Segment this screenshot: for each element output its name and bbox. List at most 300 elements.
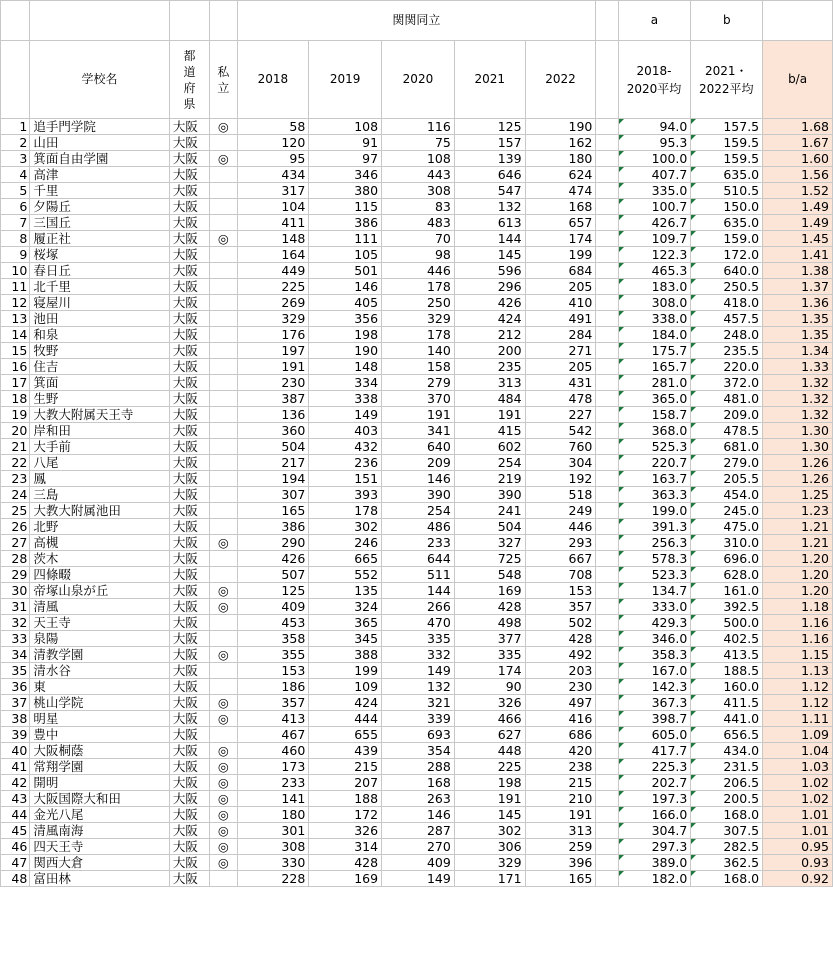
spacer-cell[interactable] [596,791,618,807]
year-2021-cell[interactable]: 448 [454,743,525,759]
ratio-cell[interactable]: 1.68 [763,119,833,135]
avg-a-cell[interactable]: 197.3 [618,791,691,807]
prefecture-cell[interactable]: 大阪 [169,647,209,663]
private-mark-cell[interactable] [210,295,237,311]
avg-b-cell[interactable]: 159.5 [691,151,763,167]
spacer-cell[interactable] [596,759,618,775]
year-2018-cell[interactable]: 186 [237,679,309,695]
private-mark-cell[interactable] [210,551,237,567]
year-2022-cell[interactable]: 304 [525,455,596,471]
ratio-cell[interactable]: 1.26 [763,455,833,471]
year-2020-cell[interactable]: 75 [382,135,455,151]
year-2018-cell[interactable]: 180 [237,807,309,823]
private-mark-cell[interactable] [210,391,237,407]
year-2022-cell[interactable]: 293 [525,535,596,551]
avg-a-cell[interactable]: 122.3 [618,247,691,263]
year-2019-cell[interactable]: 345 [309,631,382,647]
year-2019-cell[interactable]: 393 [309,487,382,503]
avg-a-cell[interactable]: 363.3 [618,487,691,503]
year-2021-cell[interactable]: 125 [454,119,525,135]
school-name-cell[interactable]: 寝屋川 [30,295,170,311]
year-2022-cell[interactable]: 478 [525,391,596,407]
spacer-cell[interactable] [596,215,618,231]
ratio-cell[interactable]: 1.20 [763,583,833,599]
avg-a-cell[interactable]: 465.3 [618,263,691,279]
school-name-cell[interactable]: 桜塚 [30,247,170,263]
prefecture-cell[interactable]: 大阪 [169,727,209,743]
year-2020-cell[interactable]: 390 [382,487,455,503]
avg-a-cell[interactable]: 304.7 [618,823,691,839]
school-name-cell[interactable]: 開明 [30,775,170,791]
year-2020-cell[interactable]: 370 [382,391,455,407]
year-2018-cell[interactable]: 176 [237,327,309,343]
year-2018-cell[interactable]: 467 [237,727,309,743]
year-2022-cell[interactable]: 684 [525,263,596,279]
private-mark-cell[interactable]: ◎ [210,823,237,839]
year-2022-cell[interactable]: 491 [525,311,596,327]
year-2021-cell[interactable]: 235 [454,359,525,375]
spacer-cell[interactable] [596,167,618,183]
year-2019-cell[interactable]: 169 [309,871,382,887]
avg-b-cell[interactable]: 454.0 [691,487,763,503]
year-2021-cell[interactable]: 426 [454,295,525,311]
year-2020-cell[interactable]: 470 [382,615,455,631]
avg-a-cell[interactable]: 220.7 [618,455,691,471]
year-2020-cell[interactable]: 443 [382,167,455,183]
spacer-cell[interactable] [596,135,618,151]
school-name-cell[interactable]: 四條畷 [30,567,170,583]
year-2020-cell[interactable]: 254 [382,503,455,519]
year-2019-cell[interactable]: 432 [309,439,382,455]
private-mark-cell[interactable]: ◎ [210,743,237,759]
spacer-cell[interactable] [596,279,618,295]
ratio-cell[interactable]: 1.45 [763,231,833,247]
row-number-cell[interactable]: 33 [1,631,30,647]
avg-b-cell[interactable]: 205.5 [691,471,763,487]
ratio-cell[interactable]: 1.16 [763,631,833,647]
prefecture-cell[interactable]: 大阪 [169,807,209,823]
spacer-cell[interactable] [596,807,618,823]
ratio-cell[interactable]: 1.35 [763,327,833,343]
row-number-cell[interactable]: 14 [1,327,30,343]
private-mark-cell[interactable]: ◎ [210,151,237,167]
ratio-cell[interactable]: 1.30 [763,423,833,439]
row-number-cell[interactable]: 4 [1,167,30,183]
private-mark-cell[interactable] [210,439,237,455]
avg-a-cell[interactable]: 429.3 [618,615,691,631]
private-mark-cell[interactable] [210,199,237,215]
year-2019-cell[interactable]: 346 [309,167,382,183]
year-2018-cell[interactable]: 165 [237,503,309,519]
year-2019-cell[interactable]: 111 [309,231,382,247]
year-2019-cell[interactable]: 149 [309,407,382,423]
year-2019-cell[interactable]: 388 [309,647,382,663]
year-2020-cell[interactable]: 409 [382,855,455,871]
year-2018-cell[interactable]: 217 [237,455,309,471]
avg-b-cell[interactable]: 245.0 [691,503,763,519]
prefecture-cell[interactable]: 大阪 [169,215,209,231]
avg-a-cell[interactable]: 391.3 [618,519,691,535]
year-2022-cell[interactable]: 227 [525,407,596,423]
school-name-cell[interactable]: 千里 [30,183,170,199]
year-2018-cell[interactable]: 173 [237,759,309,775]
private-mark-cell[interactable]: ◎ [210,711,237,727]
year-2020-cell[interactable]: 279 [382,375,455,391]
year-2020-cell[interactable]: 335 [382,631,455,647]
year-2019-cell[interactable]: 198 [309,327,382,343]
row-number-cell[interactable]: 7 [1,215,30,231]
year-2019-cell[interactable]: 380 [309,183,382,199]
prefecture-cell[interactable]: 大阪 [169,775,209,791]
year-2021-cell[interactable]: 646 [454,167,525,183]
year-2019-cell[interactable]: 439 [309,743,382,759]
avg-a-cell[interactable]: 183.0 [618,279,691,295]
year-2018-cell[interactable]: 136 [237,407,309,423]
header-blank-cell[interactable] [1,41,30,119]
year-2018-cell[interactable]: 355 [237,647,309,663]
year-2019-cell[interactable]: 386 [309,215,382,231]
ratio-cell[interactable]: 1.37 [763,279,833,295]
school-name-cell[interactable]: 住吉 [30,359,170,375]
prefecture-cell[interactable]: 大阪 [169,743,209,759]
year-2020-cell[interactable]: 287 [382,823,455,839]
school-name-cell[interactable]: 岸和田 [30,423,170,439]
header-blank-cell[interactable] [169,1,209,41]
prefecture-cell[interactable]: 大阪 [169,519,209,535]
year-2020-cell[interactable]: 83 [382,199,455,215]
year-2018-cell[interactable]: 504 [237,439,309,455]
row-number-cell[interactable]: 24 [1,487,30,503]
avg-a-cell[interactable]: 308.0 [618,295,691,311]
school-name-cell[interactable]: 大阪国際大和田 [30,791,170,807]
year-2019-cell[interactable]: 105 [309,247,382,263]
year-2022-cell[interactable]: 203 [525,663,596,679]
prefecture-cell[interactable]: 大阪 [169,151,209,167]
year-2022-cell[interactable]: 199 [525,247,596,263]
prefecture-cell[interactable]: 大阪 [169,871,209,887]
row-number-cell[interactable]: 36 [1,679,30,695]
year-2021-cell[interactable]: 191 [454,791,525,807]
avg-b-cell[interactable]: 441.0 [691,711,763,727]
spacer-cell[interactable] [596,199,618,215]
school-name-cell[interactable]: 富田林 [30,871,170,887]
year-2019-cell[interactable]: 178 [309,503,382,519]
year-2020-cell[interactable]: 341 [382,423,455,439]
school-name-cell[interactable]: 夕陽丘 [30,199,170,215]
private-mark-cell[interactable] [210,519,237,535]
avg-a-cell[interactable]: 165.7 [618,359,691,375]
avg-b-cell[interactable]: 434.0 [691,743,763,759]
row-number-cell[interactable]: 16 [1,359,30,375]
year-2022-cell[interactable]: 446 [525,519,596,535]
ratio-cell[interactable]: 1.20 [763,567,833,583]
year-2022-cell[interactable]: 215 [525,775,596,791]
avg-a-cell[interactable]: 100.7 [618,199,691,215]
spacer-cell[interactable] [596,775,618,791]
year-2019-cell[interactable]: 190 [309,343,382,359]
school-name-cell[interactable]: 天王寺 [30,615,170,631]
spacer-cell[interactable] [596,727,618,743]
year-2020-cell[interactable]: 354 [382,743,455,759]
avg-b-cell[interactable]: 168.0 [691,871,763,887]
ratio-cell[interactable]: 1.32 [763,391,833,407]
prefecture-cell[interactable]: 大阪 [169,375,209,391]
year-header-2018[interactable]: 2018 [237,41,309,119]
row-number-cell[interactable]: 12 [1,295,30,311]
private-mark-cell[interactable]: ◎ [210,791,237,807]
header-blank-cell[interactable] [763,1,833,41]
year-2022-cell[interactable]: 259 [525,839,596,855]
avg-a-cell[interactable]: 256.3 [618,535,691,551]
avg-b-cell[interactable]: 160.0 [691,679,763,695]
spacer-cell[interactable] [596,695,618,711]
row-number-cell[interactable]: 45 [1,823,30,839]
prefecture-cell[interactable]: 大阪 [169,855,209,871]
year-2019-cell[interactable]: 655 [309,727,382,743]
avg-a-cell[interactable]: 365.0 [618,391,691,407]
year-2022-cell[interactable]: 708 [525,567,596,583]
row-number-cell[interactable]: 15 [1,343,30,359]
private-mark-cell[interactable] [210,183,237,199]
school-name-cell[interactable]: 金光八尾 [30,807,170,823]
year-2018-cell[interactable]: 411 [237,215,309,231]
avg-a-cell[interactable]: 367.3 [618,695,691,711]
private-mark-cell[interactable] [210,471,237,487]
spacer-cell[interactable] [596,247,618,263]
ratio-header[interactable]: b/a [763,41,833,119]
year-2019-cell[interactable]: 314 [309,839,382,855]
school-name-cell[interactable]: 泉陽 [30,631,170,647]
year-2021-cell[interactable]: 157 [454,135,525,151]
year-2021-cell[interactable]: 225 [454,759,525,775]
private-mark-cell[interactable] [210,423,237,439]
prefecture-cell[interactable]: 大阪 [169,183,209,199]
year-2018-cell[interactable]: 301 [237,823,309,839]
avg-b-cell[interactable]: 411.5 [691,695,763,711]
row-number-cell[interactable]: 48 [1,871,30,887]
year-2019-cell[interactable]: 97 [309,151,382,167]
year-2020-cell[interactable]: 144 [382,583,455,599]
row-number-cell[interactable]: 39 [1,727,30,743]
avg-b-cell[interactable]: 681.0 [691,439,763,455]
year-header-2021[interactable]: 2021 [454,41,525,119]
prefecture-cell[interactable]: 大阪 [169,567,209,583]
private-mark-cell[interactable] [210,359,237,375]
year-2020-cell[interactable]: 149 [382,871,455,887]
ratio-cell[interactable]: 1.11 [763,711,833,727]
year-2018-cell[interactable]: 358 [237,631,309,647]
year-2021-cell[interactable]: 296 [454,279,525,295]
private-mark-cell[interactable] [210,679,237,695]
private-mark-cell[interactable] [210,311,237,327]
prefecture-cell[interactable]: 大阪 [169,599,209,615]
row-number-cell[interactable]: 19 [1,407,30,423]
year-2018-cell[interactable]: 409 [237,599,309,615]
year-2021-cell[interactable]: 171 [454,871,525,887]
row-number-cell[interactable]: 5 [1,183,30,199]
row-number-cell[interactable]: 26 [1,519,30,535]
row-number-cell[interactable]: 22 [1,455,30,471]
avg-b-cell[interactable]: 310.0 [691,535,763,551]
year-2021-cell[interactable]: 174 [454,663,525,679]
year-2018-cell[interactable]: 148 [237,231,309,247]
year-2020-cell[interactable]: 178 [382,327,455,343]
school-name-cell[interactable]: 三島 [30,487,170,503]
school-name-cell[interactable]: 追手門学院 [30,119,170,135]
prefecture-cell[interactable]: 大阪 [169,439,209,455]
prefecture-cell[interactable]: 大阪 [169,263,209,279]
year-2021-cell[interactable]: 302 [454,823,525,839]
year-2020-cell[interactable]: 486 [382,519,455,535]
avg-b-cell[interactable]: 628.0 [691,567,763,583]
year-2018-cell[interactable]: 191 [237,359,309,375]
year-2020-cell[interactable]: 263 [382,791,455,807]
avg-b-header[interactable] [691,41,763,119]
year-2019-cell[interactable]: 91 [309,135,382,151]
year-2019-cell[interactable]: 246 [309,535,382,551]
year-2018-cell[interactable]: 434 [237,167,309,183]
avg-b-cell[interactable]: 161.0 [691,583,763,599]
prefecture-cell[interactable]: 大阪 [169,343,209,359]
ratio-cell[interactable]: 1.12 [763,679,833,695]
ratio-cell[interactable]: 1.60 [763,151,833,167]
year-2018-cell[interactable]: 413 [237,711,309,727]
year-2019-cell[interactable]: 115 [309,199,382,215]
avg-a-cell[interactable]: 368.0 [618,423,691,439]
ratio-cell[interactable]: 1.32 [763,407,833,423]
year-2022-cell[interactable]: 249 [525,503,596,519]
spacer-cell[interactable] [596,551,618,567]
year-2022-cell[interactable]: 205 [525,279,596,295]
spacer-cell[interactable] [596,327,618,343]
spacer-cell[interactable] [596,663,618,679]
prefecture-cell[interactable]: 大阪 [169,327,209,343]
year-2022-cell[interactable]: 313 [525,823,596,839]
ratio-cell[interactable]: 1.02 [763,775,833,791]
avg-b-cell[interactable]: 159.0 [691,231,763,247]
year-header-2022[interactable]: 2022 [525,41,596,119]
prefecture-cell[interactable]: 大阪 [169,711,209,727]
year-2020-cell[interactable]: 644 [382,551,455,567]
spacer-cell[interactable] [596,647,618,663]
school-name-cell[interactable]: 鳳 [30,471,170,487]
header-blank-cell[interactable] [30,1,170,41]
year-2022-cell[interactable]: 542 [525,423,596,439]
row-number-cell[interactable]: 20 [1,423,30,439]
year-2021-cell[interactable]: 548 [454,567,525,583]
prefecture-cell[interactable]: 大阪 [169,503,209,519]
ratio-cell[interactable]: 1.01 [763,823,833,839]
year-2022-cell[interactable]: 210 [525,791,596,807]
year-2021-cell[interactable]: 424 [454,311,525,327]
avg-b-cell[interactable]: 418.0 [691,295,763,311]
year-2021-cell[interactable]: 327 [454,535,525,551]
avg-b-cell[interactable]: 362.5 [691,855,763,871]
year-2019-cell[interactable]: 403 [309,423,382,439]
avg-b-cell[interactable]: 640.0 [691,263,763,279]
prefecture-cell[interactable]: 大阪 [169,135,209,151]
year-2020-cell[interactable]: 233 [382,535,455,551]
year-2022-cell[interactable]: 396 [525,855,596,871]
year-2018-cell[interactable]: 104 [237,199,309,215]
avg-b-cell[interactable]: 307.5 [691,823,763,839]
school-name-cell[interactable]: 清水谷 [30,663,170,679]
row-number-cell[interactable]: 37 [1,695,30,711]
spacer-cell[interactable] [596,375,618,391]
year-2018-cell[interactable]: 386 [237,519,309,535]
ratio-cell[interactable]: 1.12 [763,695,833,711]
prefecture-cell[interactable]: 大阪 [169,311,209,327]
private-mark-cell[interactable]: ◎ [210,839,237,855]
year-2021-cell[interactable]: 547 [454,183,525,199]
school-name-cell[interactable]: 箕面自由学園 [30,151,170,167]
school-name-cell[interactable]: 高槻 [30,535,170,551]
year-2019-cell[interactable]: 148 [309,359,382,375]
private-mark-cell[interactable]: ◎ [210,535,237,551]
row-number-cell[interactable]: 43 [1,791,30,807]
year-2020-cell[interactable]: 149 [382,663,455,679]
avg-a-cell[interactable]: 202.7 [618,775,691,791]
year-2022-cell[interactable]: 760 [525,439,596,455]
school-name-cell[interactable]: 桃山学院 [30,695,170,711]
year-2020-cell[interactable]: 116 [382,119,455,135]
avg-a-cell[interactable]: 578.3 [618,551,691,567]
year-2022-cell[interactable]: 230 [525,679,596,695]
spacer-cell[interactable] [596,407,618,423]
school-name-cell[interactable]: 高津 [30,167,170,183]
school-name-cell[interactable]: 清風 [30,599,170,615]
avg-b-cell[interactable]: 231.5 [691,759,763,775]
school-name-cell[interactable]: 北千里 [30,279,170,295]
ratio-cell[interactable]: 1.49 [763,215,833,231]
year-2022-cell[interactable]: 624 [525,167,596,183]
school-name-cell[interactable]: 八尾 [30,455,170,471]
year-2019-cell[interactable]: 326 [309,823,382,839]
year-2022-cell[interactable]: 474 [525,183,596,199]
row-number-cell[interactable]: 29 [1,567,30,583]
school-name-cell[interactable]: 春日丘 [30,263,170,279]
avg-b-cell[interactable]: 475.0 [691,519,763,535]
year-2022-cell[interactable]: 420 [525,743,596,759]
row-number-cell[interactable]: 31 [1,599,30,615]
avg-b-cell[interactable]: 157.5 [691,119,763,135]
spacer-cell[interactable] [596,519,618,535]
spacer-cell[interactable] [596,615,618,631]
row-number-cell[interactable]: 28 [1,551,30,567]
year-2019-cell[interactable]: 552 [309,567,382,583]
ratio-cell[interactable]: 1.02 [763,791,833,807]
year-2020-cell[interactable]: 511 [382,567,455,583]
year-2021-cell[interactable]: 335 [454,647,525,663]
prefecture-cell[interactable]: 大阪 [169,535,209,551]
school-name-cell[interactable]: 箕面 [30,375,170,391]
school-name-cell[interactable]: 北野 [30,519,170,535]
avg-a-cell[interactable]: 167.0 [618,663,691,679]
private-mark-cell[interactable] [210,871,237,887]
year-2020-cell[interactable]: 140 [382,343,455,359]
row-number-cell[interactable]: 18 [1,391,30,407]
year-2019-cell[interactable]: 199 [309,663,382,679]
private-mark-cell[interactable] [210,727,237,743]
row-number-cell[interactable]: 34 [1,647,30,663]
year-2021-cell[interactable]: 415 [454,423,525,439]
private-mark-cell[interactable]: ◎ [210,775,237,791]
spacer-cell[interactable] [596,535,618,551]
spacer-cell[interactable] [596,231,618,247]
prefecture-cell[interactable]: 大阪 [169,359,209,375]
ratio-cell[interactable]: 1.67 [763,135,833,151]
ratio-cell[interactable]: 1.35 [763,311,833,327]
